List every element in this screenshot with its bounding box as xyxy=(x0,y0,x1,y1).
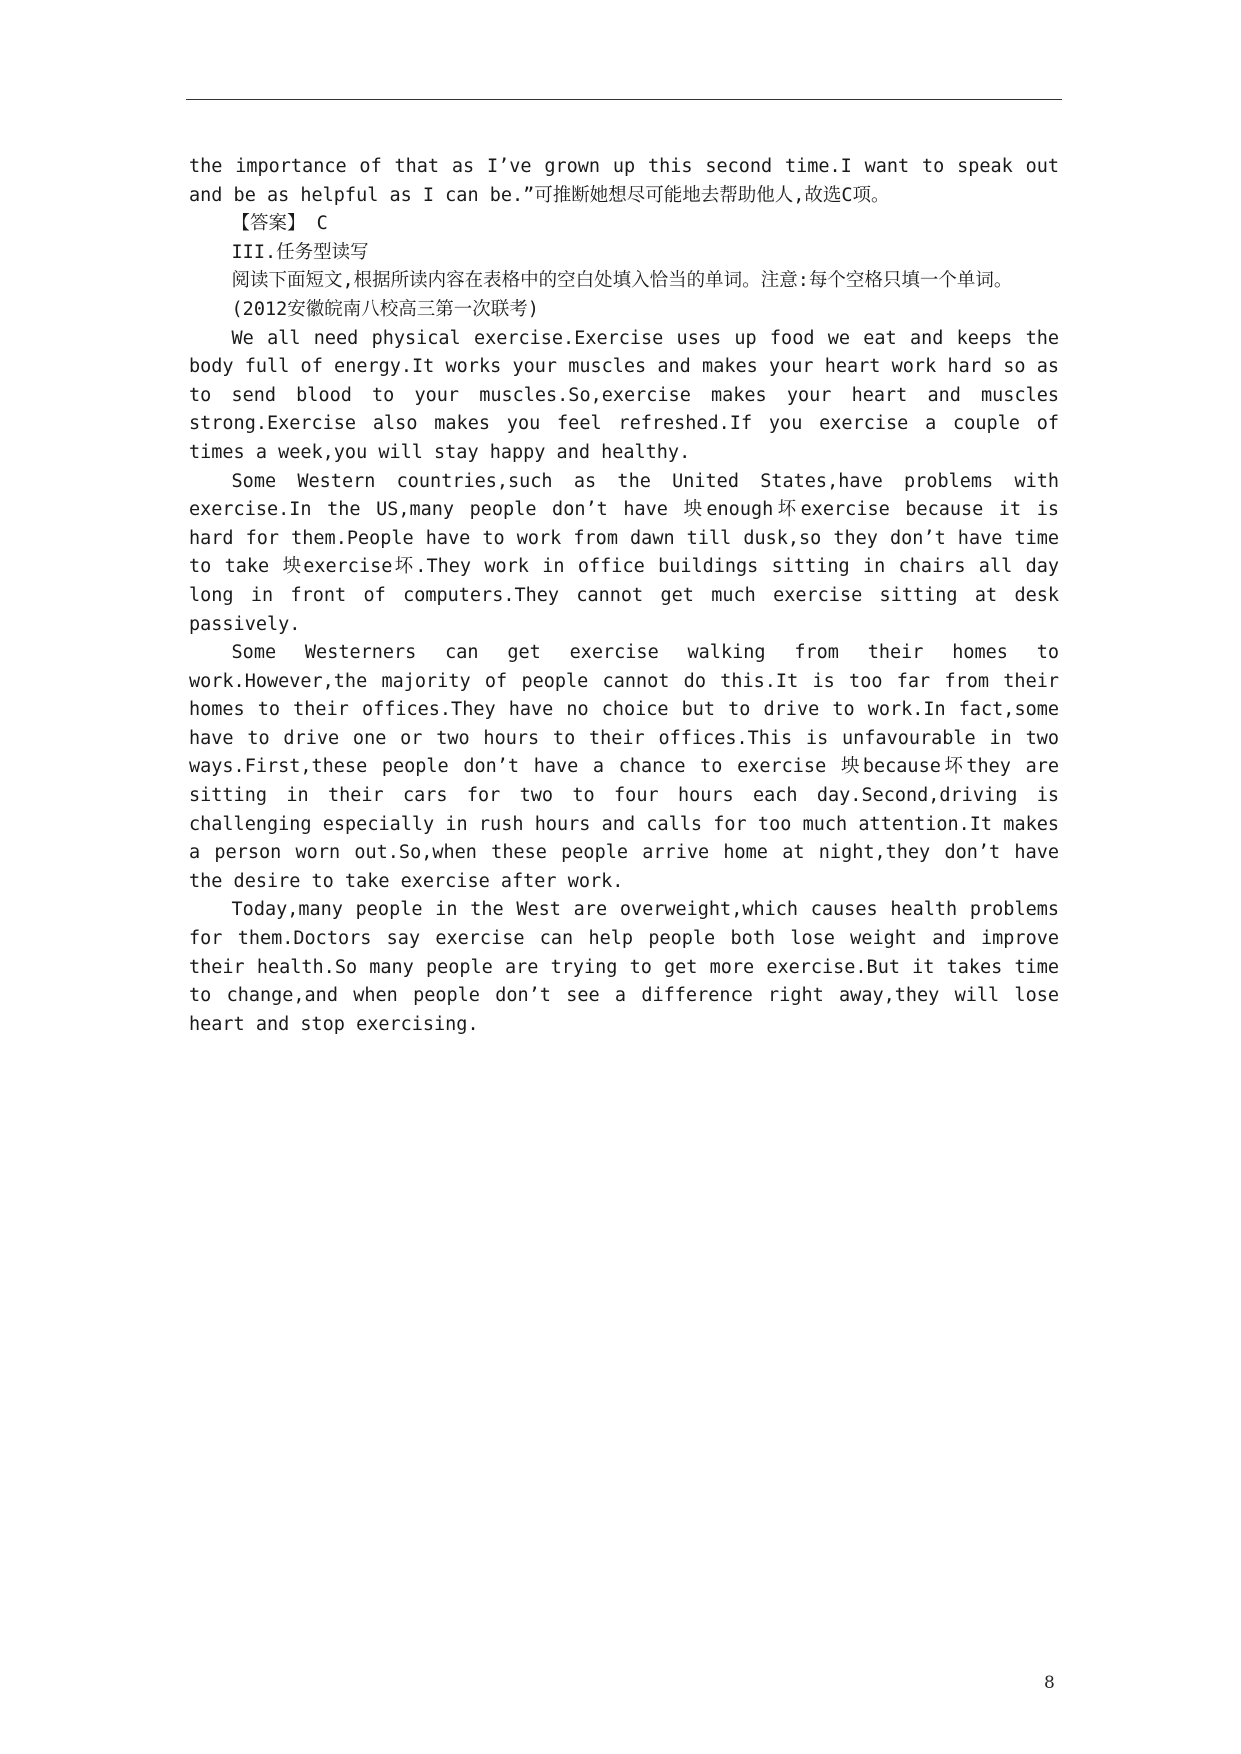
header-rule xyxy=(186,99,1062,100)
passage-paragraph: Some Western countries,such as the United States,have problems with exercise.In the US,many people don’t have 坱enough坏exercise because it is hard for them.People have to work from dawn till dusk,so they don’t have time to take 坱exercise坏.They work in office buildings sitting in chairs all day long in front of computers.They cannot get much exercise sitting at desk passively. xyxy=(189,470,1059,635)
passage-paragraph: Today,many people in the West are overweight,which causes health problems for them.Doctors say exercise can help people both lose weight and improve their health.So many people are trying to get more exercise.But it takes time to change,and when people don’t see a difference right away,they will lose heart and stop exercising. xyxy=(189,899,1059,1035)
instructions: 阅读下面短文,根据所读内容在表格中的空白处填入恰当的单词。注意:每个空格只填一个单词。 xyxy=(231,270,1013,292)
document-body xyxy=(189,153,1059,1039)
passage-paragraph: Some Westerners can get exercise walking from their homes to work.However,the majority of people cannot do this.It is too far from their homes to their offices.They have no choice but to drive to work.In fact,some have to drive one or two hours to their offices.This is unfavourable in two ways.First,these people don’t have a chance to exercise 坱because坏they are sitting in their cars for two to four hours each day.Second,driving is challenging especially in rush hours and calls for too much attention.It makes a person worn out.So,when these people arrive home at night,they don’t have the desire to take exercise after work. xyxy=(189,642,1059,892)
section-heading: III.任务型读写 xyxy=(231,241,369,263)
source-note: (2012安徽皖南八校高三第一次联考) xyxy=(231,298,539,320)
page-number: 8 xyxy=(1044,1673,1055,1693)
passage-paragraph: We all need physical exercise.Exercise uses up food we eat and keeps the body full of energy.It works your muscles and makes your heart work hard so as to send blood to your muscles.So,exercise makes your heart and muscles strong.Exercise also makes you feel refreshed.If you exercise a couple of times a week,you will stay happy and healthy. xyxy=(189,327,1059,463)
paragraph-continuation: the importance of that as I’ve grown up this second time.I want to speak out and be as helpful as I can be.”可推断她想尽可能地去帮助他人,故选C项。 xyxy=(189,156,1059,206)
answer-line: 【答案】 C xyxy=(231,213,328,235)
